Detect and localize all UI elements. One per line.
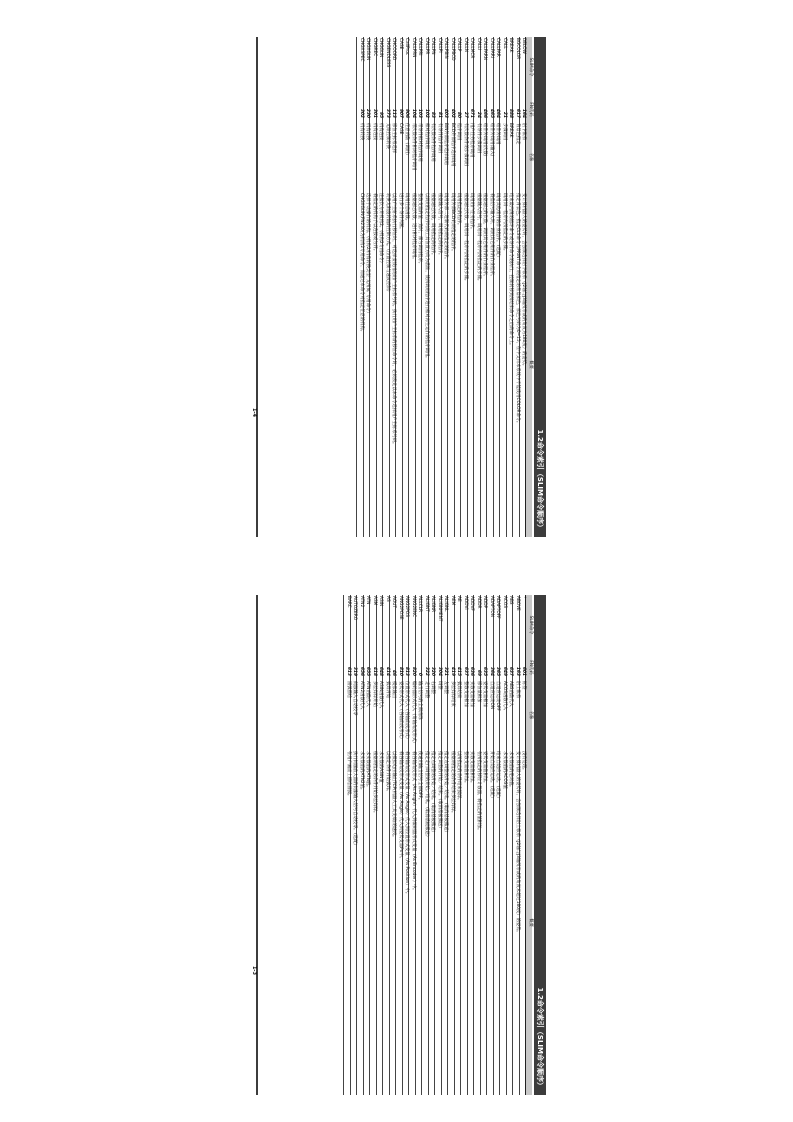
cell-command: BGCOLOR [513, 37, 520, 97]
cell-summary: 以所指定的条件结束弧焊。 [455, 750, 462, 1095]
cell-summary: 指定右调整的开始／结束。（取消基板搬送） [429, 750, 436, 1095]
table-row [429, 595, 436, 1095]
cell-command: CALLPRN [409, 37, 416, 97]
cell-summary: 求实数的ASIN值 [377, 750, 384, 1095]
cell-summary: 整数变量的值一致时，部分调用程序。 [416, 192, 423, 537]
cell-fn-code: 636 [468, 655, 475, 680]
page-content [262, 595, 532, 1095]
page-number: 1-3 [251, 965, 257, 975]
cell-command: ALIGNMENT [435, 595, 442, 655]
cell-fn-code: 81 [435, 97, 442, 122]
cell-fn-code: 27 [461, 97, 468, 122]
cell-command: CALLFARI [487, 37, 494, 97]
cell-summary: 连接次分开机构2。（机构2专用命令） [377, 192, 384, 537]
table-row [468, 595, 475, 1095]
cell-summary: 结束自适应运动。（选配） [494, 750, 501, 1095]
cell-fn-code: 415 [455, 655, 462, 680]
cell-command: ADAPTON [487, 595, 494, 655]
cell-name: 肘下帐系 [520, 122, 527, 192]
cell-command: CASE [396, 37, 403, 97]
cell-fn-code: 820 [409, 655, 416, 680]
cell-summary: 根据通过的次数，调用其它组件的作业程序。 [481, 192, 488, 537]
table-row [481, 37, 488, 537]
cell-command: ADAPTOFF [494, 595, 501, 655]
cell-summary: 求实数值的ATN值。 [364, 750, 371, 1095]
cell-fn-code: 655 [364, 655, 371, 680]
cell-name: 位置形式代入（各轴角度形式） [403, 680, 410, 750]
cell-summary: 变计算机器人的姿势时，会强制选择肘上帐系（J2轴与J3轴所形成的角度未超过180度）的姿势。 [513, 750, 520, 1095]
cell-summary: 在用户画面上描绘圆弧。 [344, 750, 351, 1095]
table-row [474, 37, 481, 537]
cell-command: CALL [500, 37, 507, 97]
cell-name: 移位坐标系选择 [390, 122, 397, 192]
table-row [455, 37, 462, 537]
cell-fn-code: 637 [461, 655, 468, 680]
cell-name: ABS函数代入 [507, 680, 514, 750]
document-page-top [250, 37, 546, 537]
cell-fn-code: 103 [416, 97, 423, 122]
table-header-row [526, 595, 532, 1095]
cell-name: ASIN函数代入 [377, 680, 384, 750]
command-index-table [344, 595, 533, 1095]
cell-name: 程序调用 [455, 122, 462, 192]
cell-summary: 整数变量值相加。 [461, 750, 468, 1095]
column-header-summary: 概要 [526, 750, 532, 1095]
cell-fn-code: 102 [422, 97, 429, 122]
cell-command: CALLPI [435, 37, 442, 97]
cell-fn-code: 365 [494, 655, 501, 680]
cell-fn-code: 301 [370, 97, 377, 122]
cell-fn-code: 637 [507, 655, 514, 680]
cell-summary: 调用指定的程序。 [455, 192, 462, 537]
table-row [487, 595, 494, 1095]
table-row [513, 595, 520, 1095]
table-row [494, 595, 501, 1095]
cell-command: ALIGNR [429, 595, 436, 655]
table-row [507, 37, 514, 537]
cell-name: 组件外调用(输入) [487, 122, 494, 192]
cell-name: BIN外部程序选择调用 [442, 122, 449, 192]
table-row [442, 595, 449, 1095]
cell-fn-code: 24 [474, 97, 481, 122]
cell-command: AOUT [390, 595, 397, 655]
cell-summary: 以用户坐标系执行移位时，可选择要使用的用户坐标系号码。执行用户坐标系的移位命令时，必须预先以本命令选择用户坐标系号码。 [390, 192, 397, 537]
cell-fn-code: 0 [416, 655, 423, 680]
cell-command: ANG2POSE [396, 595, 403, 655]
cell-fn-code: 46 [390, 655, 397, 680]
cell-summary: CHGXGUN(FN230)为机构2专用命令，而通过本命令可指定任意的机构。 [357, 192, 364, 537]
cell-name: 有次数条件的步骤调用 [461, 122, 468, 192]
cell-name: 自适应运动ON [487, 680, 494, 750]
cell-command: CHGXGUN [364, 37, 371, 97]
cell-command: CALLPRI [416, 37, 423, 97]
cell-summary: 在所指定的移位计数器，将指定的值相加。 [474, 750, 481, 1095]
table-row [383, 37, 390, 537]
cell-summary: 将各轴角度形式（As Angle）代入到编码器形式变量（As Encoder）中。 [409, 750, 416, 1095]
cell-command: ATN [364, 595, 371, 655]
cell-command: AEM [448, 595, 455, 655]
cell-name: 姿势变量相加 [481, 680, 488, 750]
column-header-fn-code: FN代码 [526, 97, 532, 122]
cell-name: 机构连接 [377, 122, 384, 192]
cell-summary: 执行伺服放大器的伺服输入信号自动校零。（选配） [351, 750, 358, 1095]
cell-command: CallProc [403, 37, 410, 97]
cell-fn-code: 656 [357, 655, 364, 680]
cell-fn-code: 813 [403, 655, 410, 680]
cell-fn-code: 617 [513, 97, 520, 122]
cell-name: 姿势形式代入（各轴角度形式） [396, 680, 403, 750]
cell-name: ACOS函数代入 [500, 680, 507, 750]
cell-name: 有次数条件程序调用 [429, 122, 436, 192]
cell-command: CALLPBCD [448, 37, 455, 97]
table-row [455, 595, 462, 1095]
cell-command: ABS [507, 595, 514, 655]
cell-fn-code: 69 [474, 655, 481, 680]
cell-summary: 将指信号输入时，调用其它组件的作业程序。 [487, 192, 494, 537]
cell-name: 肘上帐系 [513, 680, 520, 750]
cell-fn-code: 465 [487, 97, 494, 122]
cell-summary: 将指定的机构予以连接或分开。 [370, 192, 377, 537]
column-header-command: SLIM命令 [526, 595, 532, 655]
cell-fn-code: 907 [396, 97, 403, 122]
cell-name: 输出信号的全部清除 [416, 680, 423, 750]
cell-command: CALLMCR [468, 37, 475, 97]
cell-summary: 选择手动操作的机构。（机构2/机构转换类型“无所属”专用命令） [364, 192, 371, 537]
cell-fn-code: 304 [435, 655, 442, 680]
section-header-bar [534, 595, 546, 1095]
cell-name: 左调整 [442, 680, 449, 750]
cell-name: 相对程序调用 [422, 122, 429, 192]
cell-name: 有条件程序调用 [435, 122, 442, 192]
column-header-summary: 概要 [526, 192, 532, 537]
table-row [409, 37, 416, 537]
cell-summary: 指定背景色。指定CLS命令与PRINT命令所指定的背景颜色，颜色号码为0~15，在中文日本系统中不能使用COLOR命令。 [513, 192, 520, 537]
cell-summary: 以模拟电压输出TCP(机器人工具尖端)的速度。 [390, 750, 397, 1095]
table-row [448, 37, 455, 537]
cell-summary: 指定调整的开始／结束。（取消基板搬送） [435, 750, 442, 1095]
cell-command: CHGENDLESS [383, 37, 390, 97]
cell-name: 机构转换 [357, 122, 364, 192]
table-row [364, 595, 371, 1095]
cell-fn-code: 113 [390, 97, 397, 122]
cell-command: ALLCLR [416, 595, 423, 655]
cell-name: 移位量相加 [474, 680, 481, 750]
cell-name: 用户任务程序调用 [468, 122, 475, 192]
cell-fn-code: 80 [455, 97, 462, 122]
cell-name: 自适应运动OFF [494, 680, 501, 750]
cell-name: 任意函数（调用） [403, 122, 410, 192]
table-row [435, 595, 442, 1095]
table-row [448, 595, 455, 1095]
cell-fn-code: 230 [364, 97, 371, 122]
cell-summary: 根据通过次数，调用同一程序内所指定的步骤。 [461, 192, 468, 537]
cell-fn-code: 104 [409, 97, 416, 122]
cell-summary: 根据输入信号，调用同一程序内所指定的步骤。 [474, 192, 481, 537]
cell-command: CALLPBIN [442, 37, 449, 97]
cell-fn-code: 403 [442, 97, 449, 122]
table-row [422, 595, 429, 1095]
section-header-label: 1.2命令索引（SLIM命令顺序） [536, 429, 544, 531]
cell-command: ADDR [474, 595, 481, 655]
cell-name: 弧焊开始 [383, 680, 390, 750]
cell-summary: 变计算机器人的姿势时，会强制选择肘下帐系（J2轴与J3轴所形成的角度为180度）的姿势。 [520, 192, 527, 537]
cell-command: ADDP [481, 595, 488, 655]
table-row [513, 37, 520, 537]
page-number: 1-4 [251, 407, 257, 417]
cell-command: ALIGNT [422, 595, 429, 655]
cell-command: CALLP [455, 37, 462, 97]
cell-command: ANG2ENC [409, 595, 416, 655]
cell-summary: 开始自适应运动。（选配） [487, 750, 494, 1095]
cell-command: CALLPN [429, 37, 436, 97]
cell-command: ACOS [500, 595, 507, 655]
cell-command: CHGXSPEC [357, 37, 364, 97]
cell-summary: 调用外部BCD码所指定的程序。 [448, 192, 455, 537]
section-header-bar [534, 37, 546, 537]
cell-fn-code: 648 [377, 655, 384, 680]
cell-name: 多层焊焊开始 [370, 680, 377, 750]
table-row [357, 595, 364, 1095]
column-header-name: 名称 [526, 680, 532, 750]
cell-command: CHGGUN [377, 37, 384, 97]
table-row [396, 595, 403, 1095]
cell-summary: 调用同一程序内所指定的步骤。 [500, 192, 507, 537]
page-content [262, 37, 532, 537]
table-row [344, 595, 351, 1095]
cell-fn-code: 635 [481, 655, 488, 680]
cell-name: 整数变量相加 [461, 680, 468, 750]
table-row [468, 37, 475, 537]
cell-name: 机构转换 [364, 122, 371, 192]
cell-fn-code: 466 [481, 97, 488, 122]
cell-name: 走行调整 [422, 680, 429, 750]
table-row [403, 595, 410, 1095]
page-bottom-bar [257, 595, 259, 1095]
command-index-table [357, 37, 533, 537]
cell-name: 组件外调用 [494, 122, 501, 192]
cell-command: ADDVI [461, 595, 468, 655]
table-row [429, 37, 436, 537]
cell-summary: 根据通过次数，调用指定的程序。 [429, 192, 436, 537]
cell-summary: 使通用输出信号全部OFF。 [416, 750, 423, 1095]
cell-fn-code: 671 [468, 97, 475, 122]
column-header-name: 名称 [526, 122, 532, 192]
table-row [442, 37, 449, 537]
cell-command: ASM [370, 595, 377, 655]
cell-fn-code: 322 [422, 655, 429, 680]
cell-fn-code: 364 [487, 655, 494, 680]
cell-command: CHCOORD [390, 37, 397, 97]
cell-command: ASIN [377, 595, 384, 655]
table-row [494, 37, 501, 537]
cell-name: 实数变量相加 [468, 680, 475, 750]
cell-command: AUTOZERO [351, 595, 358, 655]
cell-name: 有条件步骤调用 [474, 122, 481, 192]
cell-summary: 根据通过次数，进行相对程序调用。 [409, 192, 416, 537]
cell-command: CALLPR [422, 37, 429, 97]
cell-name: BREAK [507, 122, 514, 192]
cell-summary: 将各轴角度形式变量（As Angle）代入到位置形式变量（As Position）中。 [403, 750, 410, 1095]
table-row [500, 37, 507, 537]
cell-name: 带条件相对程序调用 [416, 122, 423, 192]
cell-summary: 调用其他组件的作业程序。（选配） [494, 192, 501, 537]
table-row [351, 595, 358, 1095]
column-header-command: SLIM命令 [526, 37, 532, 97]
cell-summary: 指定左调整的开始／结束。（取消基板搬送） [442, 750, 449, 1095]
table-row [383, 595, 390, 1095]
cell-command: AE [455, 595, 462, 655]
cell-name: 弧焊结束 [455, 680, 462, 750]
cell-fn-code: 649 [500, 655, 507, 680]
cell-command: CALLN [461, 37, 468, 97]
table-header-row [526, 37, 532, 537]
table-row [416, 595, 423, 1095]
cell-name: BCD外部程序选择调用 [448, 122, 455, 192]
cell-name: 带次数条件相对程序调用 [409, 122, 416, 192]
table-row [487, 37, 494, 537]
cell-summary: 转换无限旋转轴的控制方式。（位置控制与速度控制） [383, 192, 390, 537]
cell-summary: 调用任意函数。 [403, 192, 410, 537]
cell-fn-code: 320 [429, 655, 436, 680]
cell-summary: 结束最内侧的循环命令或条件命令的执行，控制转移到所结束命令之后的命令上。 [507, 192, 514, 537]
cell-summary: 以调用指定程序时的工具位置方向为基准，使所调用程序进行相对再生运作的程序调用。 [422, 192, 429, 537]
cell-fn-code: 319 [351, 655, 358, 680]
cell-fn-code: 888 [507, 97, 514, 122]
cell-name: 组件外调用(次数) [481, 122, 488, 192]
table-row [520, 37, 527, 537]
cell-summary: 求实数值的ATN2值。 [357, 750, 364, 1095]
cell-name: ATN2函数代入 [357, 680, 364, 750]
table-row [364, 37, 371, 537]
cell-command: ALIGNL [442, 595, 449, 655]
cell-command: * [520, 595, 527, 655]
cell-summary: 进行多个条件判断。 [396, 192, 403, 537]
cell-fn-code: 21 [500, 97, 507, 122]
table-row [396, 37, 403, 537]
cell-summary: 求实数值的绝对值。 [507, 750, 514, 1095]
cell-name: 无限控制转换 [383, 122, 390, 192]
cell-name: 标签 [520, 680, 527, 750]
table-row [461, 37, 468, 537]
cell-summary: 没有处理。 [520, 750, 527, 1095]
cell-summary: 根据所指定的条件开始多层焊焊。 [370, 750, 377, 1095]
cell-summary: 求实数值的ACOS值 [500, 750, 507, 1095]
cell-name: 机构连接 [370, 122, 377, 192]
cell-name: 伺服输入自动校零 [351, 680, 358, 750]
table-row [370, 37, 377, 537]
cell-name: CASE [396, 122, 403, 192]
table-row [390, 37, 397, 537]
table-row [390, 595, 397, 1095]
cell-name: ATN函数代入 [364, 680, 371, 750]
table-row [520, 595, 527, 1095]
column-header-fn-code: FN代码 [526, 655, 532, 680]
table-row [416, 37, 423, 537]
cell-fn-code: 464 [494, 97, 501, 122]
table-row [435, 37, 442, 537]
cell-summary: 姿势变量值相加。 [481, 750, 488, 1095]
table-row [461, 595, 468, 1095]
table-row [474, 595, 481, 1095]
table-row [377, 595, 384, 1095]
cell-summary: 将各轴角度形式变量（As Angle）代入到姿势变量Pn中。 [396, 750, 403, 1095]
table-row [370, 595, 377, 1095]
cell-fn-code: 163 [513, 655, 520, 680]
cell-fn-code: 414 [383, 655, 390, 680]
cell-summary: 根据所指定的条件结束多层焊焊。 [448, 750, 455, 1095]
cell-command: ATN2 [357, 595, 364, 655]
cell-name: 背景色指定 [513, 122, 520, 192]
table-row [409, 595, 416, 1095]
cell-command: AS [383, 595, 390, 655]
cell-summary: 根据输入信号，调用指定的程序。 [435, 192, 442, 537]
cell-command: CALLFAR [494, 37, 501, 97]
table-row [481, 595, 488, 1095]
section-header-label: 1.2命令索引（SLIM命令顺序） [536, 987, 544, 1089]
cell-name: 调整 [435, 680, 442, 750]
table-row [403, 37, 410, 537]
cell-name: 步骤调用 [500, 122, 507, 192]
cell-command: DELOW [520, 37, 527, 97]
cell-summary: 实数变量值相加。 [468, 750, 475, 1095]
cell-fn-code: 402 [448, 97, 455, 122]
cell-fn-code: 906 [403, 97, 410, 122]
cell-fn-code: 95 [377, 97, 384, 122]
cell-command: CHGREC [370, 37, 377, 97]
table-row [507, 595, 514, 1095]
cell-fn-code: 373 [383, 97, 390, 122]
cell-summary: 调用用户任务程序。 [468, 192, 475, 537]
cell-fn-code: 810 [396, 655, 403, 680]
cell-fn-code: 613 [344, 655, 351, 680]
cell-summary: 调用外部二进制代码所指定的程序。 [442, 192, 449, 537]
cell-name: 右调整 [429, 680, 436, 750]
cell-fn-code: 419 [448, 655, 455, 680]
document-page-bottom [250, 595, 546, 1095]
cell-fn-code: 418 [370, 655, 377, 680]
cell-command: BREAK [507, 37, 514, 97]
cell-name: 模拟输出 [390, 680, 397, 750]
cell-fn-code: 83 [429, 97, 436, 122]
table-row [422, 37, 429, 537]
cell-name: 圆弧描绘 [344, 680, 351, 750]
cell-command: CALLI [474, 37, 481, 97]
page-bottom-bar [257, 37, 259, 537]
cell-summary: 以指定条件开始弧焊。 [383, 750, 390, 1095]
cell-command: CALLFARN [481, 37, 488, 97]
table-row [357, 37, 364, 537]
cell-summary: 指定走行调整的开始／结束。（取消基板搬送） [422, 750, 429, 1095]
cell-command: ABOVE [513, 595, 520, 655]
table-row [377, 37, 384, 537]
cell-fn-code: 601 [520, 655, 527, 680]
cell-command: BARC [344, 595, 351, 655]
cell-fn-code: 302 [357, 97, 364, 122]
table-row [500, 595, 507, 1095]
cell-fn-code: 321 [442, 655, 449, 680]
cell-command: ANG2POS [403, 595, 410, 655]
cell-command: ADDVF [468, 595, 475, 655]
cell-fn-code: 164 [520, 97, 527, 122]
cell-name: 编码器形式代入（角轴角度形式） [409, 680, 416, 750]
cell-name: 多层焊焊结束 [448, 680, 455, 750]
table-body [357, 37, 526, 537]
table-body [344, 595, 526, 1095]
